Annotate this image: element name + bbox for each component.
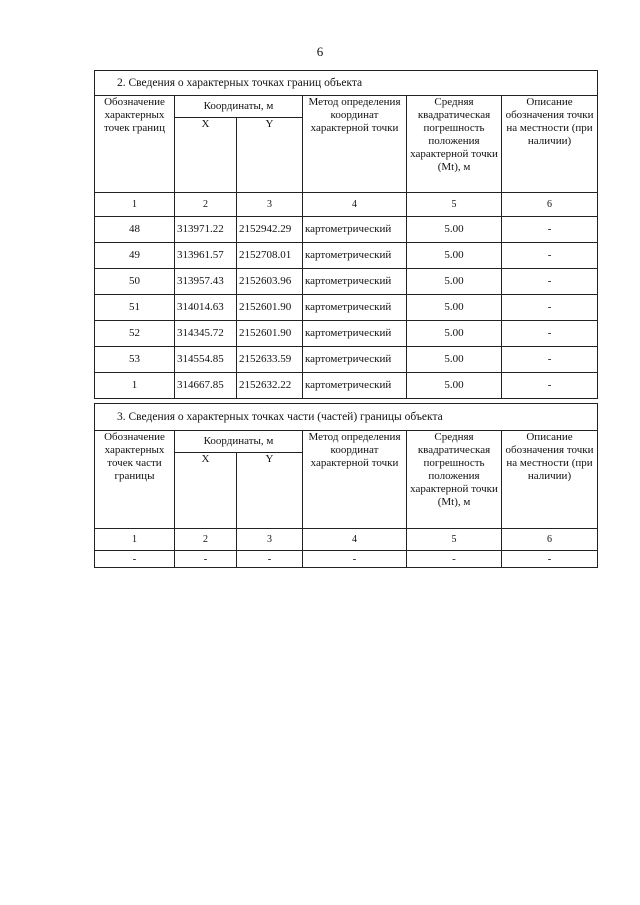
- column-number: 6: [502, 529, 598, 551]
- cell-point: 49: [95, 243, 175, 269]
- header-x: X: [175, 453, 237, 529]
- header-coordinates: Координаты, м: [175, 96, 303, 118]
- cell-description: -: [502, 269, 598, 295]
- cell-y: -: [237, 551, 303, 568]
- column-number: 5: [407, 193, 502, 217]
- header-method: Метод определения координат характерной точки: [303, 431, 407, 529]
- column-number: 3: [237, 193, 303, 217]
- header-error: Средняя квадратическая погрешность положения характерной точки (Mt), м: [407, 431, 502, 529]
- cell-point: 50: [95, 269, 175, 295]
- cell-x: 313971.22: [175, 217, 237, 243]
- cell-y: 2152601.90: [237, 321, 303, 347]
- cell-method: картометрический: [303, 347, 407, 373]
- column-number: 1: [95, 529, 175, 551]
- section-title: 2. Сведения о характерных точках границ объекта: [95, 71, 598, 96]
- cell-x: 313961.57: [175, 243, 237, 269]
- cell-point: 51: [95, 295, 175, 321]
- cell-y: 2152632.22: [237, 373, 303, 399]
- cell-point: -: [95, 551, 175, 568]
- header-description: Описание обозначения точки на местности (при наличии): [502, 96, 598, 193]
- cell-y: 2152708.01: [237, 243, 303, 269]
- column-number: 4: [303, 529, 407, 551]
- cell-error: 5.00: [407, 321, 502, 347]
- cell-description: -: [502, 243, 598, 269]
- cell-y: 2152633.59: [237, 347, 303, 373]
- table-row: [95, 243, 598, 269]
- cell-point: 48: [95, 217, 175, 243]
- boundary-part-points-table: [94, 403, 598, 568]
- column-number: 3: [237, 529, 303, 551]
- cell-method: -: [303, 551, 407, 568]
- cell-x: 314014.63: [175, 295, 237, 321]
- cell-method: картометрический: [303, 373, 407, 399]
- cell-error: 5.00: [407, 295, 502, 321]
- column-number: 2: [175, 193, 237, 217]
- cell-method: картометрический: [303, 243, 407, 269]
- cell-description: -: [502, 321, 598, 347]
- cell-description: -: [502, 373, 598, 399]
- cell-method: картометрический: [303, 295, 407, 321]
- cell-method: картометрический: [303, 321, 407, 347]
- cell-error: -: [407, 551, 502, 568]
- table-row: [95, 217, 598, 243]
- header-y: Y: [237, 118, 303, 193]
- cell-point: 53: [95, 347, 175, 373]
- cell-error: 5.00: [407, 217, 502, 243]
- cell-y: 2152942.29: [237, 217, 303, 243]
- cell-x: 313957.43: [175, 269, 237, 295]
- cell-method: картометрический: [303, 269, 407, 295]
- header-error: Средняя квадратическая погрешность положения характерной точки (Mt), м: [407, 96, 502, 193]
- cell-point: 1: [95, 373, 175, 399]
- cell-method: картометрический: [303, 217, 407, 243]
- cell-x: 314667.85: [175, 373, 237, 399]
- table-row: [95, 269, 598, 295]
- cell-point: 52: [95, 321, 175, 347]
- table-row: [95, 373, 598, 399]
- table-row: [95, 321, 598, 347]
- section-title: 3. Сведения о характерных точках части (частей) границы объекта: [95, 404, 598, 431]
- boundary-points-table: [94, 70, 598, 399]
- table-row: [95, 295, 598, 321]
- column-number: 2: [175, 529, 237, 551]
- cell-y: 2152601.90: [237, 295, 303, 321]
- header-x: X: [175, 118, 237, 193]
- table-row: [95, 347, 598, 373]
- cell-description: -: [502, 217, 598, 243]
- header-designation: Обозначение характерных точек границ: [95, 96, 175, 193]
- header-description: Описание обозначения точки на местности (при наличии): [502, 431, 598, 529]
- cell-x: -: [175, 551, 237, 568]
- header-method: Метод определения координат характерной точки: [303, 96, 407, 193]
- cell-error: 5.00: [407, 243, 502, 269]
- cell-error: 5.00: [407, 269, 502, 295]
- column-number: 4: [303, 193, 407, 217]
- header-coordinates: Координаты, м: [175, 431, 303, 453]
- cell-error: 5.00: [407, 373, 502, 399]
- cell-y: 2152603.96: [237, 269, 303, 295]
- cell-error: 5.00: [407, 347, 502, 373]
- page-number: 6: [316, 44, 324, 59]
- header-designation: Обозначение характерных точек части границы: [95, 431, 175, 529]
- cell-x: 314554.85: [175, 347, 237, 373]
- column-number: 6: [502, 193, 598, 217]
- cell-description: -: [502, 551, 598, 568]
- cell-x: 314345.72: [175, 321, 237, 347]
- table-row: [95, 551, 598, 568]
- cell-description: -: [502, 295, 598, 321]
- cell-description: -: [502, 347, 598, 373]
- header-y: Y: [237, 453, 303, 529]
- column-number: 5: [407, 529, 502, 551]
- column-number: 1: [95, 193, 175, 217]
